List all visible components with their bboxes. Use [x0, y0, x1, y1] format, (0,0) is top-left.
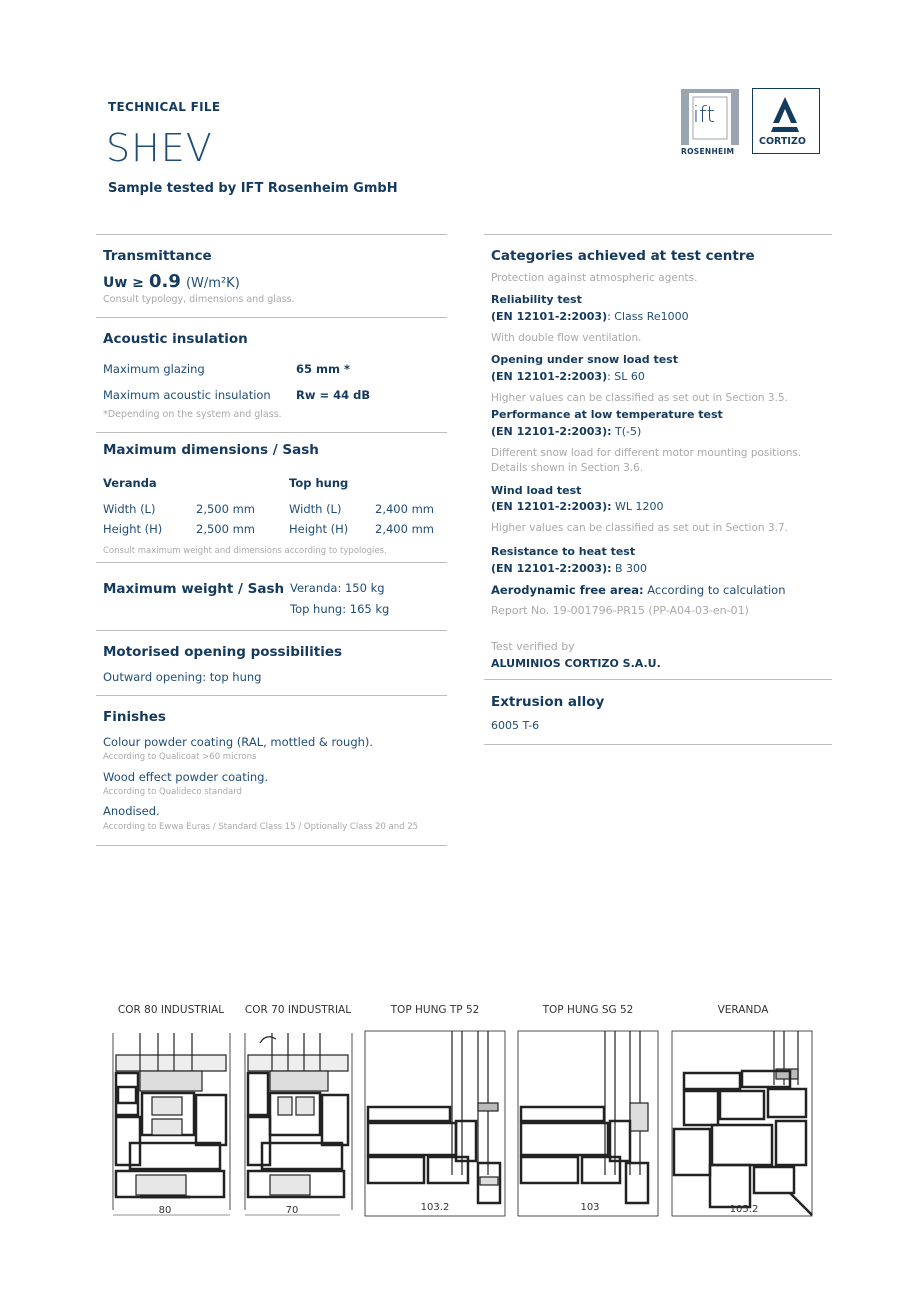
max-glazing-label: Maximum glazing [103, 362, 205, 376]
snow-result: (EN 12101-2:2003): SL 60 [491, 370, 645, 383]
weight-title: Maximum weight / Sash [103, 581, 285, 597]
veranda-height-label: Height (H) [103, 522, 163, 536]
dimension-label: 103 [580, 1202, 600, 1213]
top-hung-height-value: 2,400 mm [375, 522, 434, 536]
top-hung-height-label: Height (H) [289, 522, 349, 536]
heat-title: Resistance to heat test [491, 545, 636, 558]
dimensions-title: Maximum dimensions / Sash [103, 442, 319, 458]
acoustic-title: Acoustic insulation [103, 331, 248, 347]
finish-item: Anodised. [103, 804, 160, 818]
cor70-profile-drawing [245, 1033, 352, 1215]
divider [96, 630, 447, 631]
sg52-profile-drawing [518, 1031, 658, 1216]
page-subtitle: Sample tested by IFT Rosenheim GmbH [108, 181, 398, 196]
drawing-label: TOP HUNG SG 52 [542, 1004, 634, 1016]
page-title: SHEV [106, 126, 213, 170]
veranda-subtitle: Veranda [103, 476, 157, 490]
divider [484, 744, 832, 745]
cor80-profile-drawing [113, 1033, 230, 1215]
finish-item: Wood effect powder coating. [103, 770, 269, 784]
reliability-title: Reliability test [491, 293, 582, 306]
veranda-weight: Veranda: 150 kg [290, 581, 385, 595]
cortizo-logo [752, 88, 820, 154]
veranda-profile-drawing [672, 1031, 812, 1216]
dimension-label: 103.2 [420, 1202, 450, 1213]
drawing-label: COR 80 INDUSTRIAL [117, 1004, 225, 1016]
wind-note: Higher values can be classified as set out in Section 3.7. [491, 522, 788, 534]
reliability-result: (EN 12101-2:2003): Class Re1000 [491, 310, 689, 323]
divider [96, 845, 447, 846]
max-acoustic-value: Rw = 44 dB [296, 388, 371, 402]
divider [96, 317, 447, 318]
drawing-label: TOP HUNG TP 52 [390, 1004, 480, 1016]
dimensions-note: Consult maximum weight and dimensions according to typologies. [103, 546, 387, 556]
veranda-height-value: 2,500 mm [196, 522, 255, 536]
categories-intro: Protection against atmospheric agents. [491, 272, 698, 284]
low-temp-note-2: Details shown in Section 3.6. [491, 462, 644, 474]
aerodynamic-area: Aerodynamic free area: According to calculation [491, 583, 786, 597]
veranda-width-value: 2,500 mm [196, 502, 255, 516]
wind-result: (EN 12101-2:2003): WL 1200 [491, 500, 664, 513]
divider [484, 234, 832, 235]
heat-result: (EN 12101-2:2003): B 300 [491, 562, 648, 575]
ift-logo-text: ift [693, 103, 716, 128]
low-temp-note: Different snow load for different motor mounting positions. [491, 447, 802, 459]
finishes-title: Finishes [103, 709, 166, 725]
transmittance-value: Uw ≥ 0.9 (W/m²K) [103, 271, 240, 292]
veranda-width-label: Width (L) [103, 502, 156, 516]
wind-title: Wind load test [491, 484, 582, 497]
top-hung-width-value: 2,400 mm [375, 502, 434, 516]
categories-title: Categories achieved at test centre [491, 248, 755, 264]
finish-note: According to Ewwa Euras / Standard Class 15 / Optionally Class 20 and 25 [103, 822, 419, 832]
drawing-label: VERANDA [717, 1004, 769, 1016]
report-number: Report No. 19-001796-PR15 (PP-A04-03-en-01) [491, 604, 749, 617]
acoustic-note: *Depending on the system and glass. [103, 409, 282, 420]
motorised-text: Outward opening: top hung [103, 670, 262, 684]
verifier-name: ALUMINIOS CORTIZO S.A.U. [491, 657, 661, 670]
divider [96, 562, 447, 563]
document-kicker: TECHNICAL FILE [108, 100, 221, 114]
divider [96, 234, 447, 235]
finish-item: Colour powder coating (RAL, mottled & rough). [103, 735, 374, 749]
ift-rosenheim-logo [681, 89, 739, 157]
ift-logo-caption: ROSENHEIM [681, 147, 735, 156]
snow-title: Opening under snow load test [491, 353, 678, 366]
transmittance-title: Transmittance [103, 248, 212, 264]
alloy-title: Extrusion alloy [491, 694, 605, 710]
divider [96, 695, 447, 696]
transmittance-note: Consult typology, dimensions and glass. [103, 294, 295, 305]
profile-section-drawings [100, 1025, 830, 1230]
verified-by-label: Test verified by [491, 640, 575, 653]
low-temp-result: (EN 12101-2:2003): T(-5) [491, 425, 642, 438]
drawing-label: COR 70 INDUSTRIAL [244, 1004, 352, 1016]
dimension-label: 70 [285, 1205, 299, 1216]
motorised-title: Motorised opening possibilities [103, 644, 343, 660]
dimension-label: 105.2 [729, 1204, 759, 1215]
reliability-note: With double flow ventilation. [491, 332, 642, 344]
divider [484, 679, 832, 680]
max-glazing-value: 65 mm * [296, 362, 350, 376]
divider [96, 432, 447, 433]
snow-note: Higher values can be classified as set out in Section 3.5. [491, 392, 788, 404]
tp52-profile-drawing [365, 1031, 505, 1216]
dimension-label: 80 [158, 1205, 172, 1216]
cortizo-logo-text: CORTIZO [759, 136, 806, 147]
top-hung-width-label: Width (L) [289, 502, 342, 516]
finish-note: According to Qualideco standard [103, 787, 242, 797]
low-temp-title: Performance at low temperature test [491, 408, 723, 421]
max-acoustic-label: Maximum acoustic insulation [103, 388, 271, 402]
alloy-value: 6005 T-6 [491, 719, 540, 732]
finish-note: According to Qualicoat >60 microns [103, 752, 257, 762]
top-hung-subtitle: Top hung [289, 476, 349, 490]
top-hung-weight: Top hung: 165 kg [290, 602, 390, 616]
